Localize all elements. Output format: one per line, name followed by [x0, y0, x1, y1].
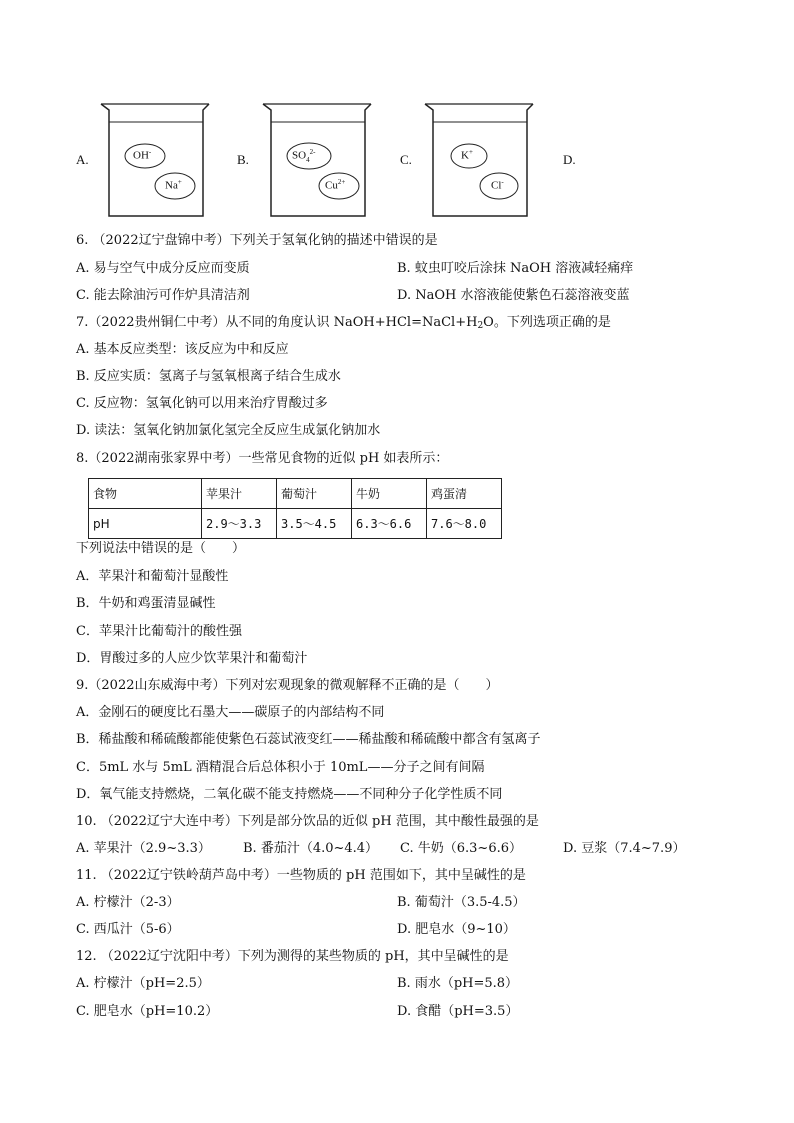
q8-option-a[interactable]: A．苹果汁和葡萄汁显酸性 [76, 569, 229, 584]
q8-option-c[interactable]: C．苹果汁比葡萄汁的酸性强 [76, 624, 242, 639]
q9-option-c[interactable]: C．5mL 水与 5mL 酒精混合后总体积小于 10mL——分子之间有间隔 [76, 760, 485, 775]
chloride-ion-label: Cl- [491, 178, 504, 192]
q9-option-a[interactable]: A．金刚石的硬度比石墨大——碳原子的内部结构不同 [76, 705, 385, 720]
q6-option-c[interactable]: C. 能去除油污可作炉具清洁剂 [76, 288, 250, 303]
q6-option-a[interactable]: A. 易与空气中成分反应而变质 [76, 261, 250, 276]
q8-stem: 8.（2022湖南张家界中考）一些常见食物的近似 pH 如表所示： [76, 451, 449, 466]
q6-option-b[interactable]: B. 蚊虫叮咬后涂抹 NaOH 溶液减轻痛痒 [397, 261, 634, 276]
table-cell: 3.5～4.5 [277, 509, 352, 539]
option-c-label[interactable]: C. [400, 152, 412, 167]
option-d-label[interactable]: D. [563, 152, 576, 167]
beaker-a-icon [99, 100, 211, 218]
q12-option-b[interactable]: B. 雨水（pH=5.8） [397, 976, 519, 991]
q9-stem: 9.（2022山东威海中考）下列对宏观现象的微观解释不正确的是（ ） [76, 678, 499, 693]
q7-stem: 7.（2022贵州铜仁中考）从不同的角度认识 $NaOH+HCl=NaCl+H_2O$。下列选项正确的是 [76, 315, 611, 331]
q11-option-a[interactable]: A. 柠檬汁（2-3） [76, 895, 180, 910]
hydroxide-ion-label: OH- [133, 148, 152, 162]
potassium-ion-label: K+ [461, 148, 473, 162]
beaker-b-icon [261, 100, 373, 218]
q10-option-b[interactable]: B. 番茄汁（4.0~4.4） [243, 841, 379, 856]
option-a-label[interactable]: A. [76, 152, 89, 167]
q9-option-b[interactable]: B．稀盐酸和稀硫酸都能使紫色石蕊试液变红——稀盐酸和稀硫酸中都含有氢离子 [76, 732, 541, 747]
q8-prompt: 下列说法中错误的是（ ） [76, 541, 246, 556]
table-cell: 牛奶 [352, 479, 427, 509]
table-cell: 7.6～8.0 [427, 509, 502, 539]
q12-stem: 12. （2022辽宁沈阳中考）下列为测得的某些物质的 pH，其中呈碱性的是 [76, 949, 509, 964]
q12-option-a[interactable]: A. 柠檬汁（pH=2.5） [76, 976, 210, 991]
table-cell: 6.3～6.6 [352, 509, 427, 539]
copper-ion-label: $Cu^{2+}$ [325, 178, 346, 192]
q12-option-d[interactable]: D. 食醋（pH=3.5） [397, 1004, 519, 1019]
q10-option-c[interactable]: C. 牛奶（6.3~6.6） [400, 841, 522, 856]
sodium-ion-label: Na+ [165, 178, 182, 192]
q7-option-c[interactable]: C. 反应物：氢氧化钠可以用来治疗胃酸过多 [76, 396, 328, 411]
table-cell: 食物 [89, 479, 202, 509]
q8-option-d[interactable]: D．胃酸过多的人应少饮苹果汁和葡萄汁 [76, 651, 308, 666]
ph-table [88, 478, 502, 539]
q12-option-c[interactable]: C. 肥皂水（pH=10.2） [76, 1004, 219, 1019]
table-cell: 葡萄汁 [277, 479, 352, 509]
table-cell: pH [89, 509, 202, 539]
table-cell: 苹果汁 [202, 479, 277, 509]
table-row [89, 509, 502, 539]
q10-option-d[interactable]: D. 豆浆（7.4~7.9） [563, 841, 686, 856]
q11-option-b[interactable]: B. 葡萄汁（3.5-4.5） [397, 895, 526, 910]
table-row [89, 479, 502, 509]
table-cell: 鸡蛋清 [427, 479, 502, 509]
q11-option-c[interactable]: C. 西瓜汁（5-6） [76, 922, 180, 937]
q7-option-b[interactable]: B. 反应实质：氢离子与氢氧根离子结合生成水 [76, 369, 341, 384]
q11-option-d[interactable]: D. 肥皂水（9~10） [397, 922, 516, 937]
option-b-label[interactable]: B. [237, 152, 249, 167]
sulfate-ion-label: $SO_4^{2-}$ [292, 148, 316, 164]
q10-option-a[interactable]: A. 苹果汁（2.9~3.3） [76, 841, 211, 856]
q8-option-b[interactable]: B．牛奶和鸡蛋清显碱性 [76, 596, 216, 611]
beaker-c-icon [423, 100, 535, 218]
q7-option-a[interactable]: A. 基本反应类型：该反应为中和反应 [76, 342, 289, 357]
q6-stem: 6. （2022辽宁盘锦中考）下列关于氢氧化钠的描述中错误的是 [76, 233, 438, 248]
table-cell: 2.9～3.3 [202, 509, 277, 539]
q6-option-d[interactable]: D. NaOH 水溶液能使紫色石蕊溶液变蓝 [397, 288, 630, 303]
q11-stem: 11. （2022辽宁铁岭葫芦岛中考）一些物质的 pH 范围如下，其中呈碱性的是 [76, 868, 526, 883]
q7-option-d[interactable]: D. 读法：氢氧化钠加氯化氢完全反应生成氯化钠加水 [76, 423, 381, 438]
q10-stem: 10. （2022辽宁大连中考）下列是部分饮品的近似 pH 范围，其中酸性最强的是 [76, 814, 539, 829]
q9-option-d[interactable]: D．氧气能支持燃烧，二氧化碳不能支持燃烧——不同种分子化学性质不同 [76, 787, 503, 802]
